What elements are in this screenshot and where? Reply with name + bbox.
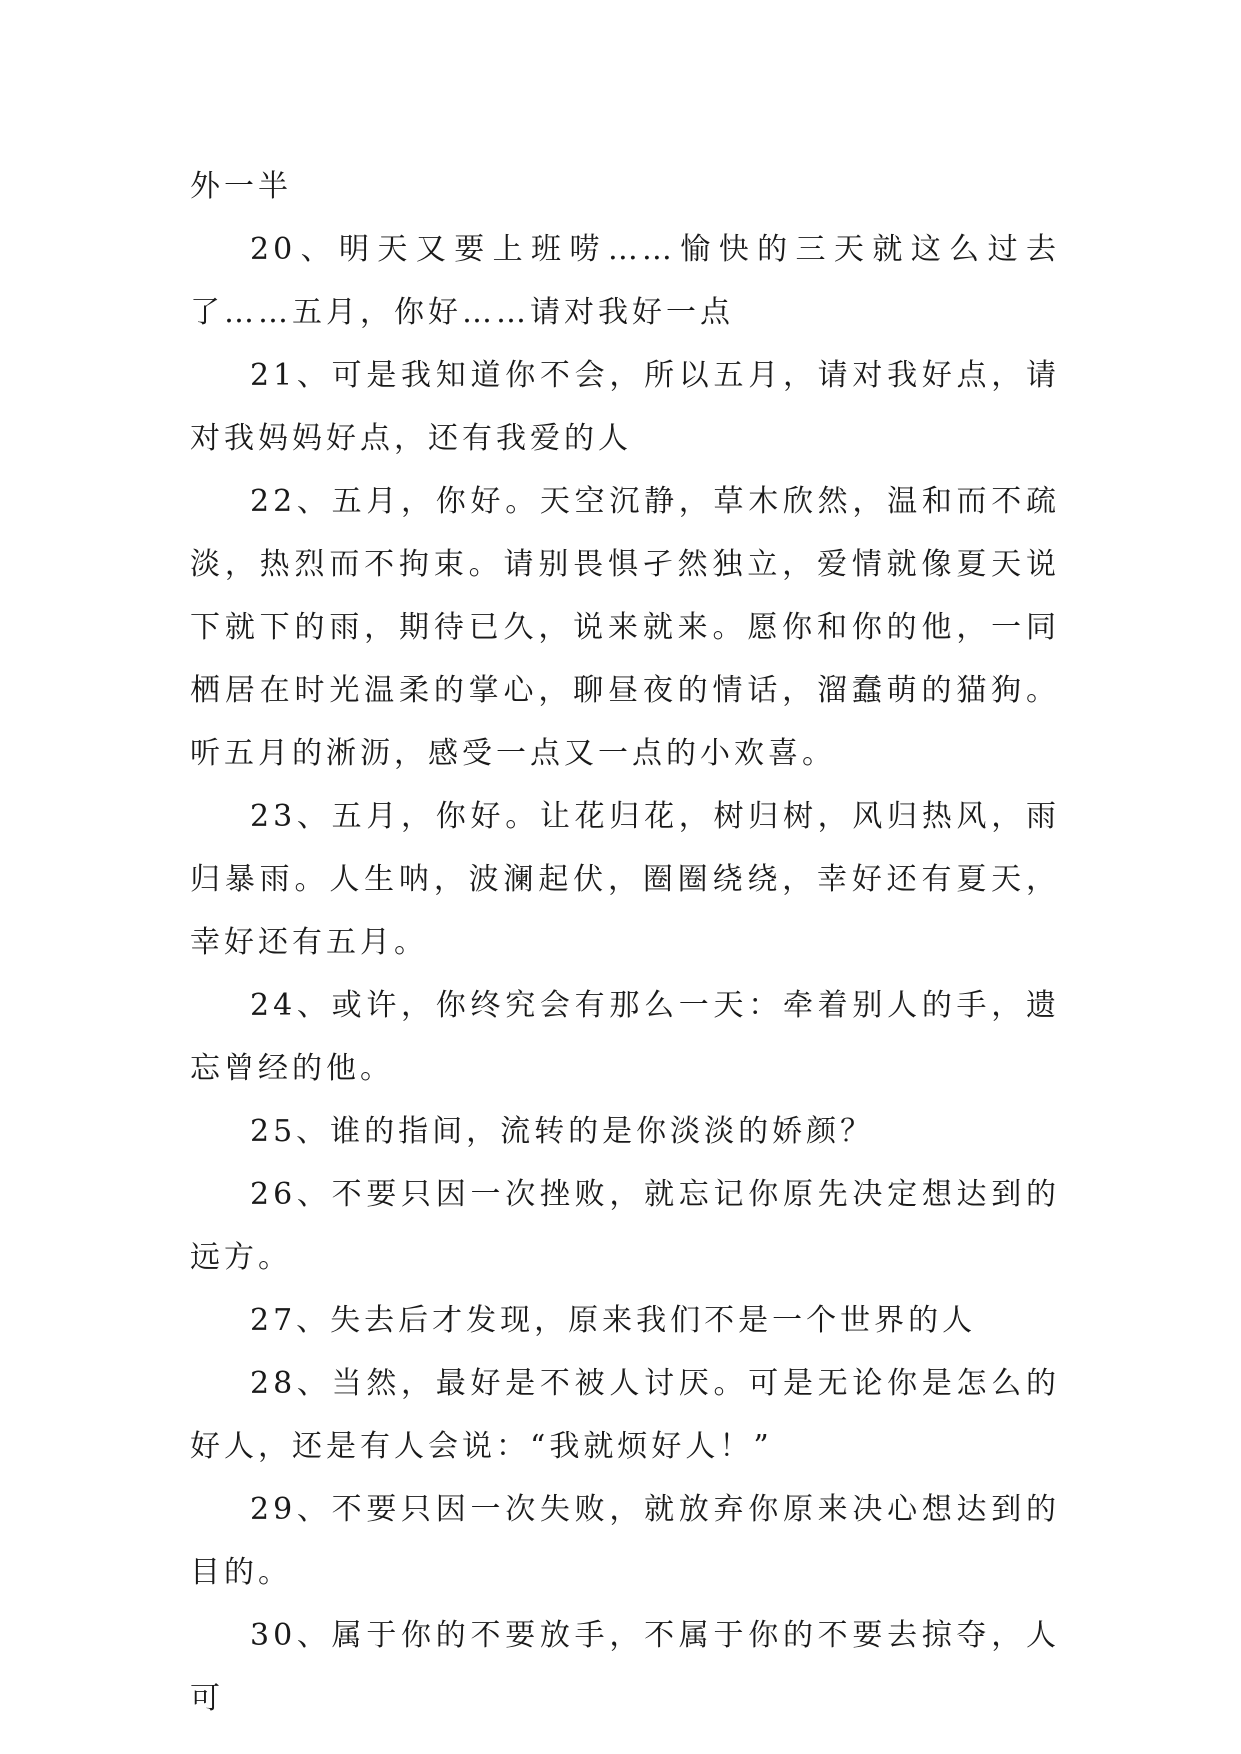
paragraph-22: 22、五月，你好。天空沉静，草木欣然，温和而不疏淡，热烈而不拘束。请别畏惧孑然独立，爱情就像夏天说下就下的雨，期待已久，说来就来。愿你和你的他，一同栖居在时光温柔的掌心，聊昼夜的情话，溜蠢萌的猫狗。听五月的淅沥，感受一点又一点的小欢喜。 <box>190 484 1060 771</box>
paragraph-26: 26、不要只因一次挫败，就忘记你原先决定想达到的远方。 <box>190 1177 1060 1275</box>
paragraph-25: 25、谁的指间，流转的是你淡淡的娇颜？ <box>250 1114 875 1149</box>
paragraph-30: 30、属于你的不要放手，不属于你的不要去掠夺，人可 <box>190 1618 1060 1716</box>
paragraph-27: 27、失去后才发现，原来我们不是一个世界的人 <box>250 1303 977 1338</box>
paragraph-28: 28、当然，最好是不被人讨厌。可是无论你是怎么的好人，还是有人会说：“我就烦好人！” <box>190 1366 1060 1464</box>
paragraph-23: 23、五月，你好。让花归花，树归树，风归热风，雨归暴雨。人生呐，波澜起伏，圈圈绕绕，幸好还有夏天，幸好还有五月。 <box>190 799 1060 960</box>
document-page <box>190 155 1060 1730</box>
paragraph-20: 20、明天又要上班唠……愉快的三天就这么过去了……五月，你好……请对我好一点 <box>190 232 1060 330</box>
paragraph-21: 21、可是我知道你不会，所以五月，请对我好点，请对我妈妈好点，还有我爱的人 <box>190 358 1060 456</box>
paragraph-29: 29、不要只因一次失败，就放弃你原来决心想达到的目的。 <box>190 1492 1060 1590</box>
paragraph-19-continuation: 外一半 <box>190 169 292 204</box>
paragraph-24: 24、或许，你终究会有那么一天：牵着别人的手，遗忘曾经的他。 <box>190 988 1060 1086</box>
